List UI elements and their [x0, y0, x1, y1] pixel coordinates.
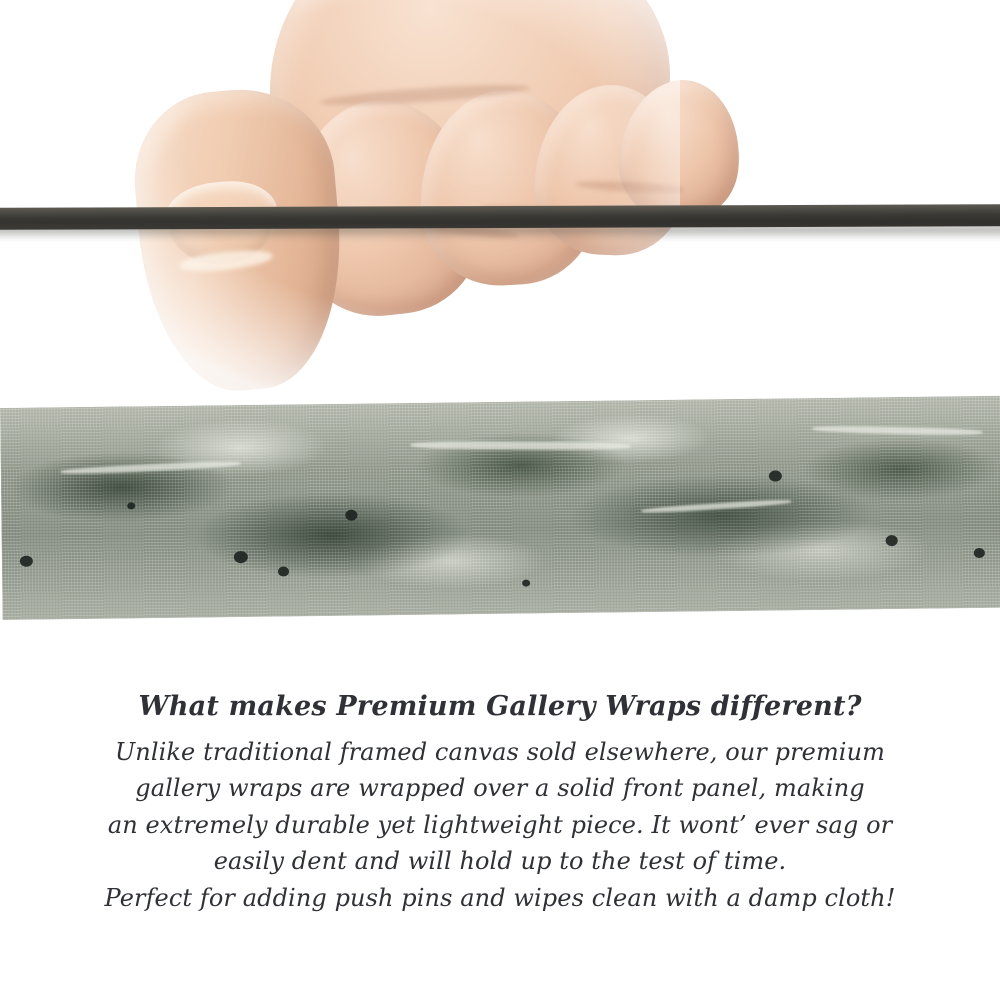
- caption-line-2: gallery wraps are wrapped over a solid front panel, making: [135, 774, 865, 803]
- canvas-speck: [886, 535, 898, 546]
- canvas-speck: [522, 580, 530, 587]
- caption-line-5: Perfect for adding push pins and wipes clean with a damp cloth!: [104, 883, 896, 912]
- caption-block: [0, 690, 1000, 916]
- canvas-drop-shadow: [0, 226, 1000, 240]
- canvas-speck: [769, 470, 782, 481]
- caption-line-3: an extremely durable yet lightweight piece. It wont’ ever sag or: [107, 810, 893, 839]
- canvas-speck: [345, 510, 357, 521]
- canvas-speck: [127, 502, 135, 509]
- caption-line-1: Unlike traditional framed canvas sold elsewhere, our premium: [114, 737, 885, 766]
- gallery-wrap-canvas: [0, 396, 1000, 620]
- canvas-speck: [974, 548, 985, 558]
- caption-line-4: easily dent and will hold up to the test of time.: [213, 847, 787, 876]
- canvas-speck: [278, 566, 289, 576]
- caption-heading: What makes Premium Gallery Wraps different?: [138, 691, 862, 722]
